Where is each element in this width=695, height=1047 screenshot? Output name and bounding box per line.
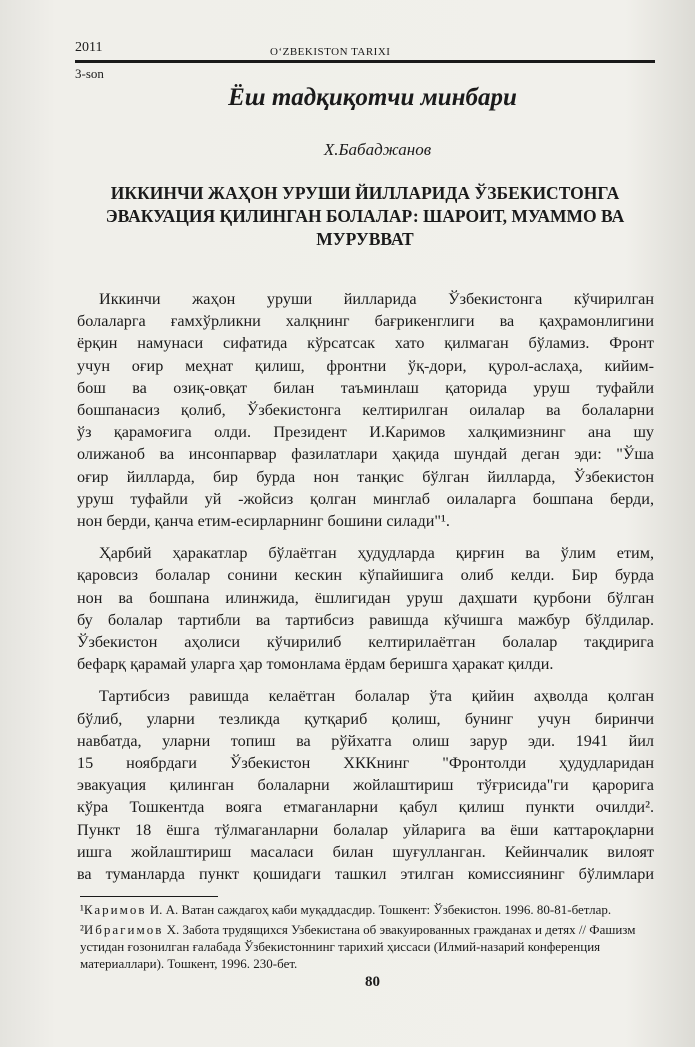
article-title-line: ИККИНЧИ ЖАҲОН УРУШИ ЙИЛЛАРИДА ЎЗБЕКИСТОНГА [110, 183, 620, 203]
footnote-marker: ¹ [80, 902, 84, 917]
body-line: бу болалар тартибли ва тартибсиз равишда кўчишга мажбур бўлдилар. [77, 610, 654, 629]
header-issue: 3-son [75, 66, 104, 81]
body-line: ишга жойлаштириш масаласи билан шуғулланган. Кейинчалик вилоят [77, 842, 654, 861]
body-line: кўра Тошкентда вояга етмаганларни қабул қилиш пункти очилди². [77, 798, 654, 817]
body-line: ўз қарамоғига олди. Президент И.Каримов халқимизнинг ана шу [77, 423, 654, 442]
footnote-text: И. А. Ватан саждагоҳ каби муқаддасдир. Тошкент: Ўзбекистон. 1996. 80-81-бетлар. [146, 902, 612, 917]
body-paragraph [77, 288, 654, 532]
body-line: болаларга ғамхўрликни халқнинг бағрикенглиги ва қаҳрамонлигини [77, 312, 654, 331]
footnotes [80, 901, 654, 975]
body-line: учун оғир меҳнат қилиш, фронтни ўқ-дори, қурол-аслаҳа, кийим- [77, 356, 654, 375]
footnote-marker: ² [80, 922, 84, 937]
body-line: уруш туфайли уй -жойсиз қолган минглаб оилаларга бошпана берди, [77, 489, 654, 508]
body-line: бош ва озиқ-овқат билан таъминлаш қаторида уруш туфайли [77, 378, 654, 397]
body-line: бўлиб, уларни тезликда қутқариб қолиш, бунинг учун биринчи [77, 709, 654, 728]
page-number: 80 [365, 974, 380, 990]
body-line: Тартибсиз равишда келаётган болалар ўта қийин аҳволда қолган [99, 687, 654, 706]
footnote-2 [80, 921, 654, 972]
body-line: бефарқ қарамай уларга ҳар томонлама ёрдам беришга ҳаракат қилди. [77, 655, 554, 674]
body-line: ва туманларда пункт қошидаги ташкил этилган комиссиянинг бўлимлари [77, 865, 654, 884]
body-line: эвакуация қилинган болаларни жойлаштириш тўғрисида"ги қарорига [77, 776, 654, 795]
footnote-author: Ибрагимов [83, 922, 164, 937]
body-paragraph [77, 685, 654, 885]
header-journal-title: O‘ZBEKISTON TARIXI [270, 46, 391, 58]
body-line: Ўзбекистон аҳолиси кўчирилиб келтирилаётган болалар тақдирига [77, 633, 654, 652]
article-author: Х.Бабаджанов [323, 140, 432, 159]
article-title-line: МУРУВВАТ [316, 229, 414, 249]
footnote-author: Каримов [83, 902, 147, 917]
body-line: ёрқин намунаси сифатида кўрсатсак хато қилмаган бўламиз. Фронт [77, 334, 654, 353]
article-title-line: ЭВАКУАЦИЯ ҚИЛИНГАН БОЛАЛАР: ШАРОИТ, МУАММО ВА [105, 206, 625, 226]
body-line: Ҳарбий ҳаракатлар бўлаётган ҳудудларда қирғин ва ўлим етим, [99, 544, 654, 563]
article-body [77, 288, 654, 885]
body-line: олижаноб ва инсонпарвар фазилатлари ҳақида шундай деган эди: "Ўша [77, 445, 654, 464]
footnote-text: Х. Забота трудящихся Узбекистана об эвакуированных гражданах и детях // Фашизм устидан ғозонилган ғалабада Ўзбекистоннинг тарихий ҳиссаси (Илмий-назарий конференция материаллари). Тошкент, 1996. 230-бет. [80, 922, 636, 971]
header-rule [75, 60, 655, 63]
body-line: нон берди, қанча етим-есирларнинг бошини силади"¹. [77, 512, 450, 531]
article-title [75, 182, 655, 251]
body-line: оғир йилларда, бир бурда нон танқис бўлган йилларда, Ўзбекистон [77, 467, 654, 486]
body-line: бошпанасиз қолиб, Ўзбекистонга келтирилган оилалар ва болаларни [77, 401, 654, 420]
footnote-1 [80, 901, 654, 918]
body-line: нон ва бошпана илинжида, ёшлигидан уруш даҳшати қурбони бўлган [77, 588, 654, 607]
body-line: 15 ноябрдаги Ўзбекистон ХККнинг "Фронтолди ҳудудларидан [77, 754, 654, 773]
body-line: қаровсиз болалар сонини кескин кўпайишига олиб келди. Бир бурда [77, 566, 654, 585]
header-year: 2011 [75, 40, 103, 55]
footnote-divider [80, 896, 218, 897]
body-line: навбатда, уларни топиш ва рўйхатга олиш зарур эди. 1941 йил [77, 731, 654, 750]
body-paragraph [77, 542, 654, 675]
body-line: Иккинчи жаҳон уруши йилларида Ўзбекистонга кўчирилган [99, 290, 654, 308]
body-line: Пункт 18 ёшга тўлмаганларни болалар уйларига ва ёши каттароқларни [77, 820, 654, 839]
section-rubric: Ёш тадқиқотчи минбари [228, 84, 517, 111]
